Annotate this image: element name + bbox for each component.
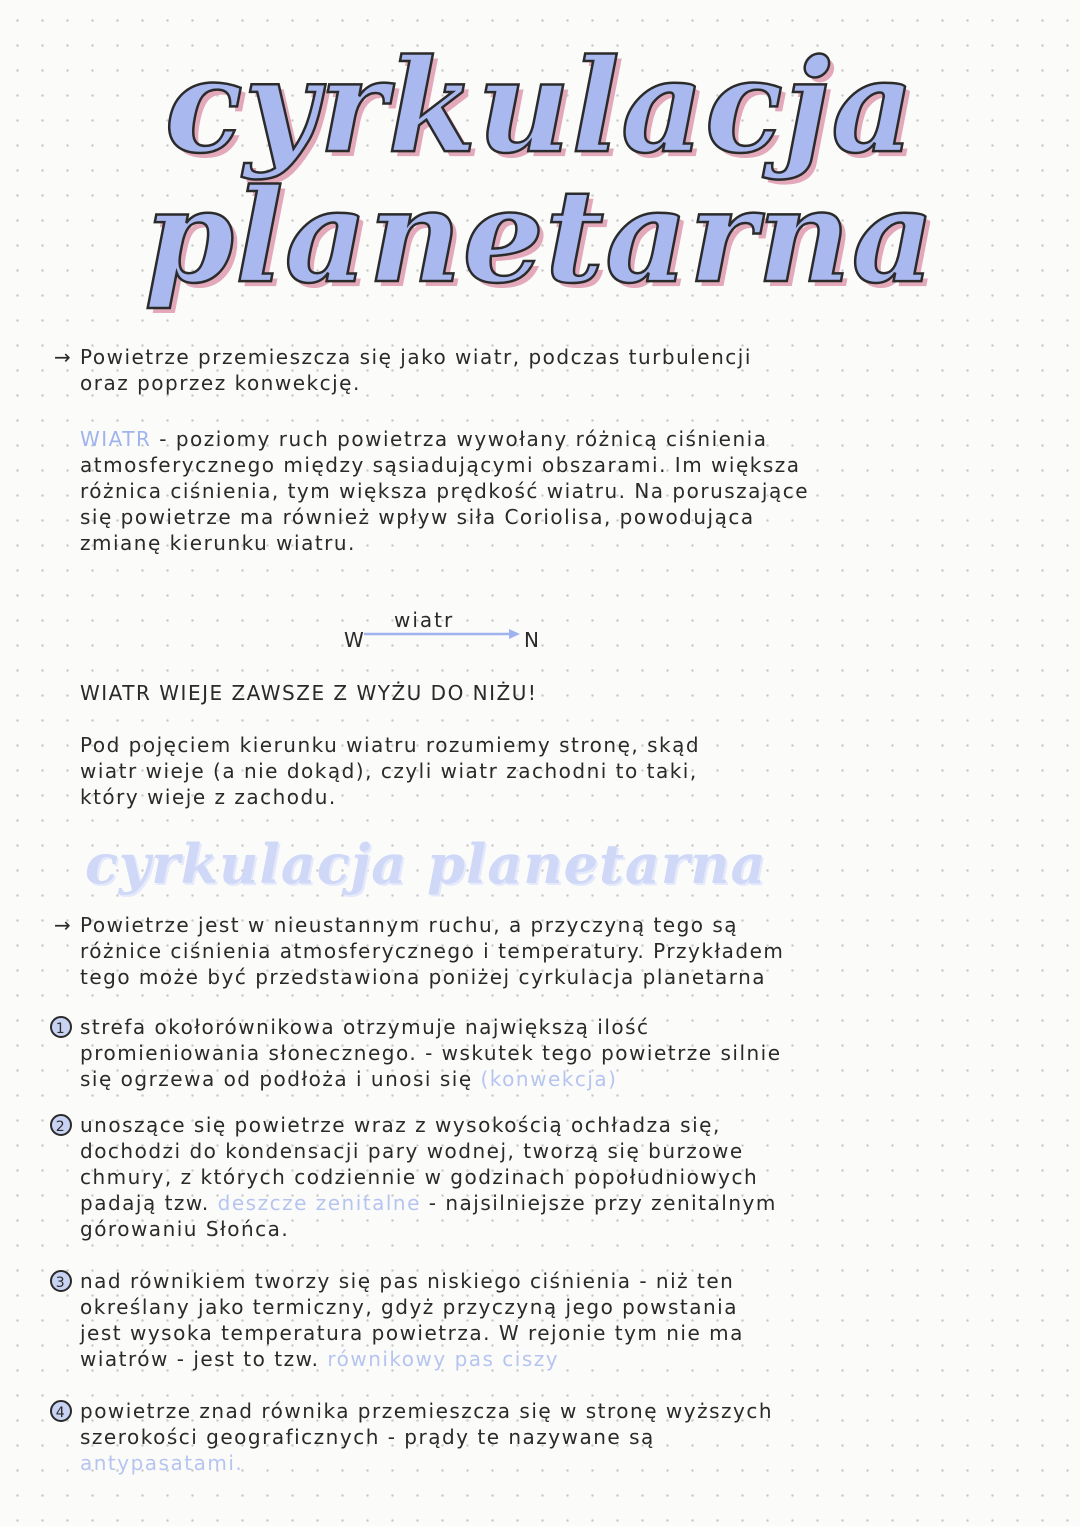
- text-line: promieniowania słonecznego. - wskutek tego powietrze silnie: [80, 1041, 782, 1065]
- wind-term: WIATR: [80, 427, 152, 451]
- faint-note: (konwekcja): [480, 1067, 618, 1091]
- page-title-line-2: planetarna: [144, 162, 936, 312]
- wind-definition: [80, 426, 1010, 556]
- text-line: szerokości geograficznych - prądy te nazywane są: [80, 1425, 655, 1449]
- wind-label: wiatr: [394, 608, 455, 632]
- rule-text: WIATR WIEJE ZAWSZE Z WYŻU DO NIŻU!: [80, 681, 538, 705]
- wind-rule: [80, 680, 1010, 706]
- text-line: Powietrze jest w nieustannym ruchu, a przyczyną tego są: [80, 913, 739, 937]
- arrow-icon: →: [54, 913, 73, 937]
- text-line: górowaniu Słońca.: [80, 1217, 290, 1241]
- wind-diagram: [330, 608, 570, 658]
- text-line: padają tzw.: [80, 1191, 218, 1215]
- text-line: zmianę kierunku wiatru.: [80, 531, 356, 555]
- text-line: tego może być przedstawiona poniżej cyrkulacja planetarna: [80, 965, 767, 989]
- text-line: oraz poprzez konwekcję.: [80, 371, 361, 395]
- text-line: - poziomy ruch powietrza wywołany różnicą ciśnienia: [151, 427, 768, 451]
- number-4-icon: 4: [50, 1400, 72, 1422]
- text-line: strefa okołorównikowa otrzymuje największą ilość: [80, 1015, 650, 1039]
- text-line: powietrze znad równika przemieszcza się w stronę wyższych: [80, 1399, 773, 1423]
- number-3-icon: 3: [50, 1270, 72, 1292]
- text-line: Powietrze przemieszcza się jako wiatr, podczas turbulencji: [80, 345, 752, 369]
- motion-paragraph: [54, 912, 1010, 990]
- text-line: różnice ciśnienia atmosferycznego i temperatury. Przykładem: [80, 939, 785, 963]
- point-3: [55, 1268, 1010, 1372]
- number-2-icon: 2: [50, 1114, 72, 1136]
- north-label: N: [524, 628, 539, 652]
- text-line: nad równikiem tworzy się pas niskiego ciśnienia - niż ten: [80, 1269, 735, 1293]
- text-line: - najsilniejsze przy zenitalnym: [420, 1191, 777, 1215]
- arrow-icon: →: [54, 345, 73, 369]
- text-line: atmosferycznego między sąsiadującymi obszarami. Im większa: [80, 453, 801, 477]
- text-line: różnica ciśnienia, tym większa prędkość wiatru. Na poruszające: [80, 479, 810, 503]
- text-line: który wieje z zachodu.: [80, 785, 337, 809]
- intro-paragraph: [54, 344, 1010, 396]
- direction-paragraph: [80, 732, 1010, 810]
- arrow-right-icon: [364, 626, 524, 642]
- faint-term: deszcze zenitalne: [217, 1191, 421, 1215]
- text-line: chmury, z których codziennie w godzinach popołudniowych: [80, 1165, 759, 1189]
- number-1-icon: 1: [50, 1016, 72, 1038]
- point-4: [55, 1398, 1010, 1476]
- text-line: Pod pojęciem kierunku wiatru rozumiemy stronę, skąd: [80, 733, 701, 757]
- point-2: [55, 1112, 1010, 1242]
- faint-term: antypasatami.: [80, 1451, 244, 1475]
- text-line: unoszące się powietrze wraz z wysokością ochładza się,: [80, 1113, 721, 1137]
- text-line: się powietrze ma również wpływ siła Coriolisa, powodująca: [80, 505, 755, 529]
- text-line: określany jako termiczny, gdyż przyczyną jego powstania: [80, 1295, 738, 1319]
- text-line: wiatrów - jest to tzw.: [80, 1347, 328, 1371]
- text-line: wiatr wieje (a nie dokąd), czyli wiatr zachodni to taki,: [80, 759, 698, 783]
- west-label: W: [344, 628, 364, 652]
- text-line: dochodzi do kondensacji pary wodnej, tworzą się burzowe: [80, 1139, 744, 1163]
- text-line: się ogrzewa od podłoża i unosi się: [80, 1067, 481, 1091]
- text-line: jest wysoka temperatura powietrza. W rejonie tym nie ma: [80, 1321, 744, 1345]
- section-subtitle: cyrkulacja planetarna: [85, 832, 767, 896]
- point-1: [55, 1014, 1010, 1092]
- page-title-line-1: cyrkulacja: [164, 32, 916, 182]
- faint-term: równikowy pas ciszy: [327, 1347, 560, 1371]
